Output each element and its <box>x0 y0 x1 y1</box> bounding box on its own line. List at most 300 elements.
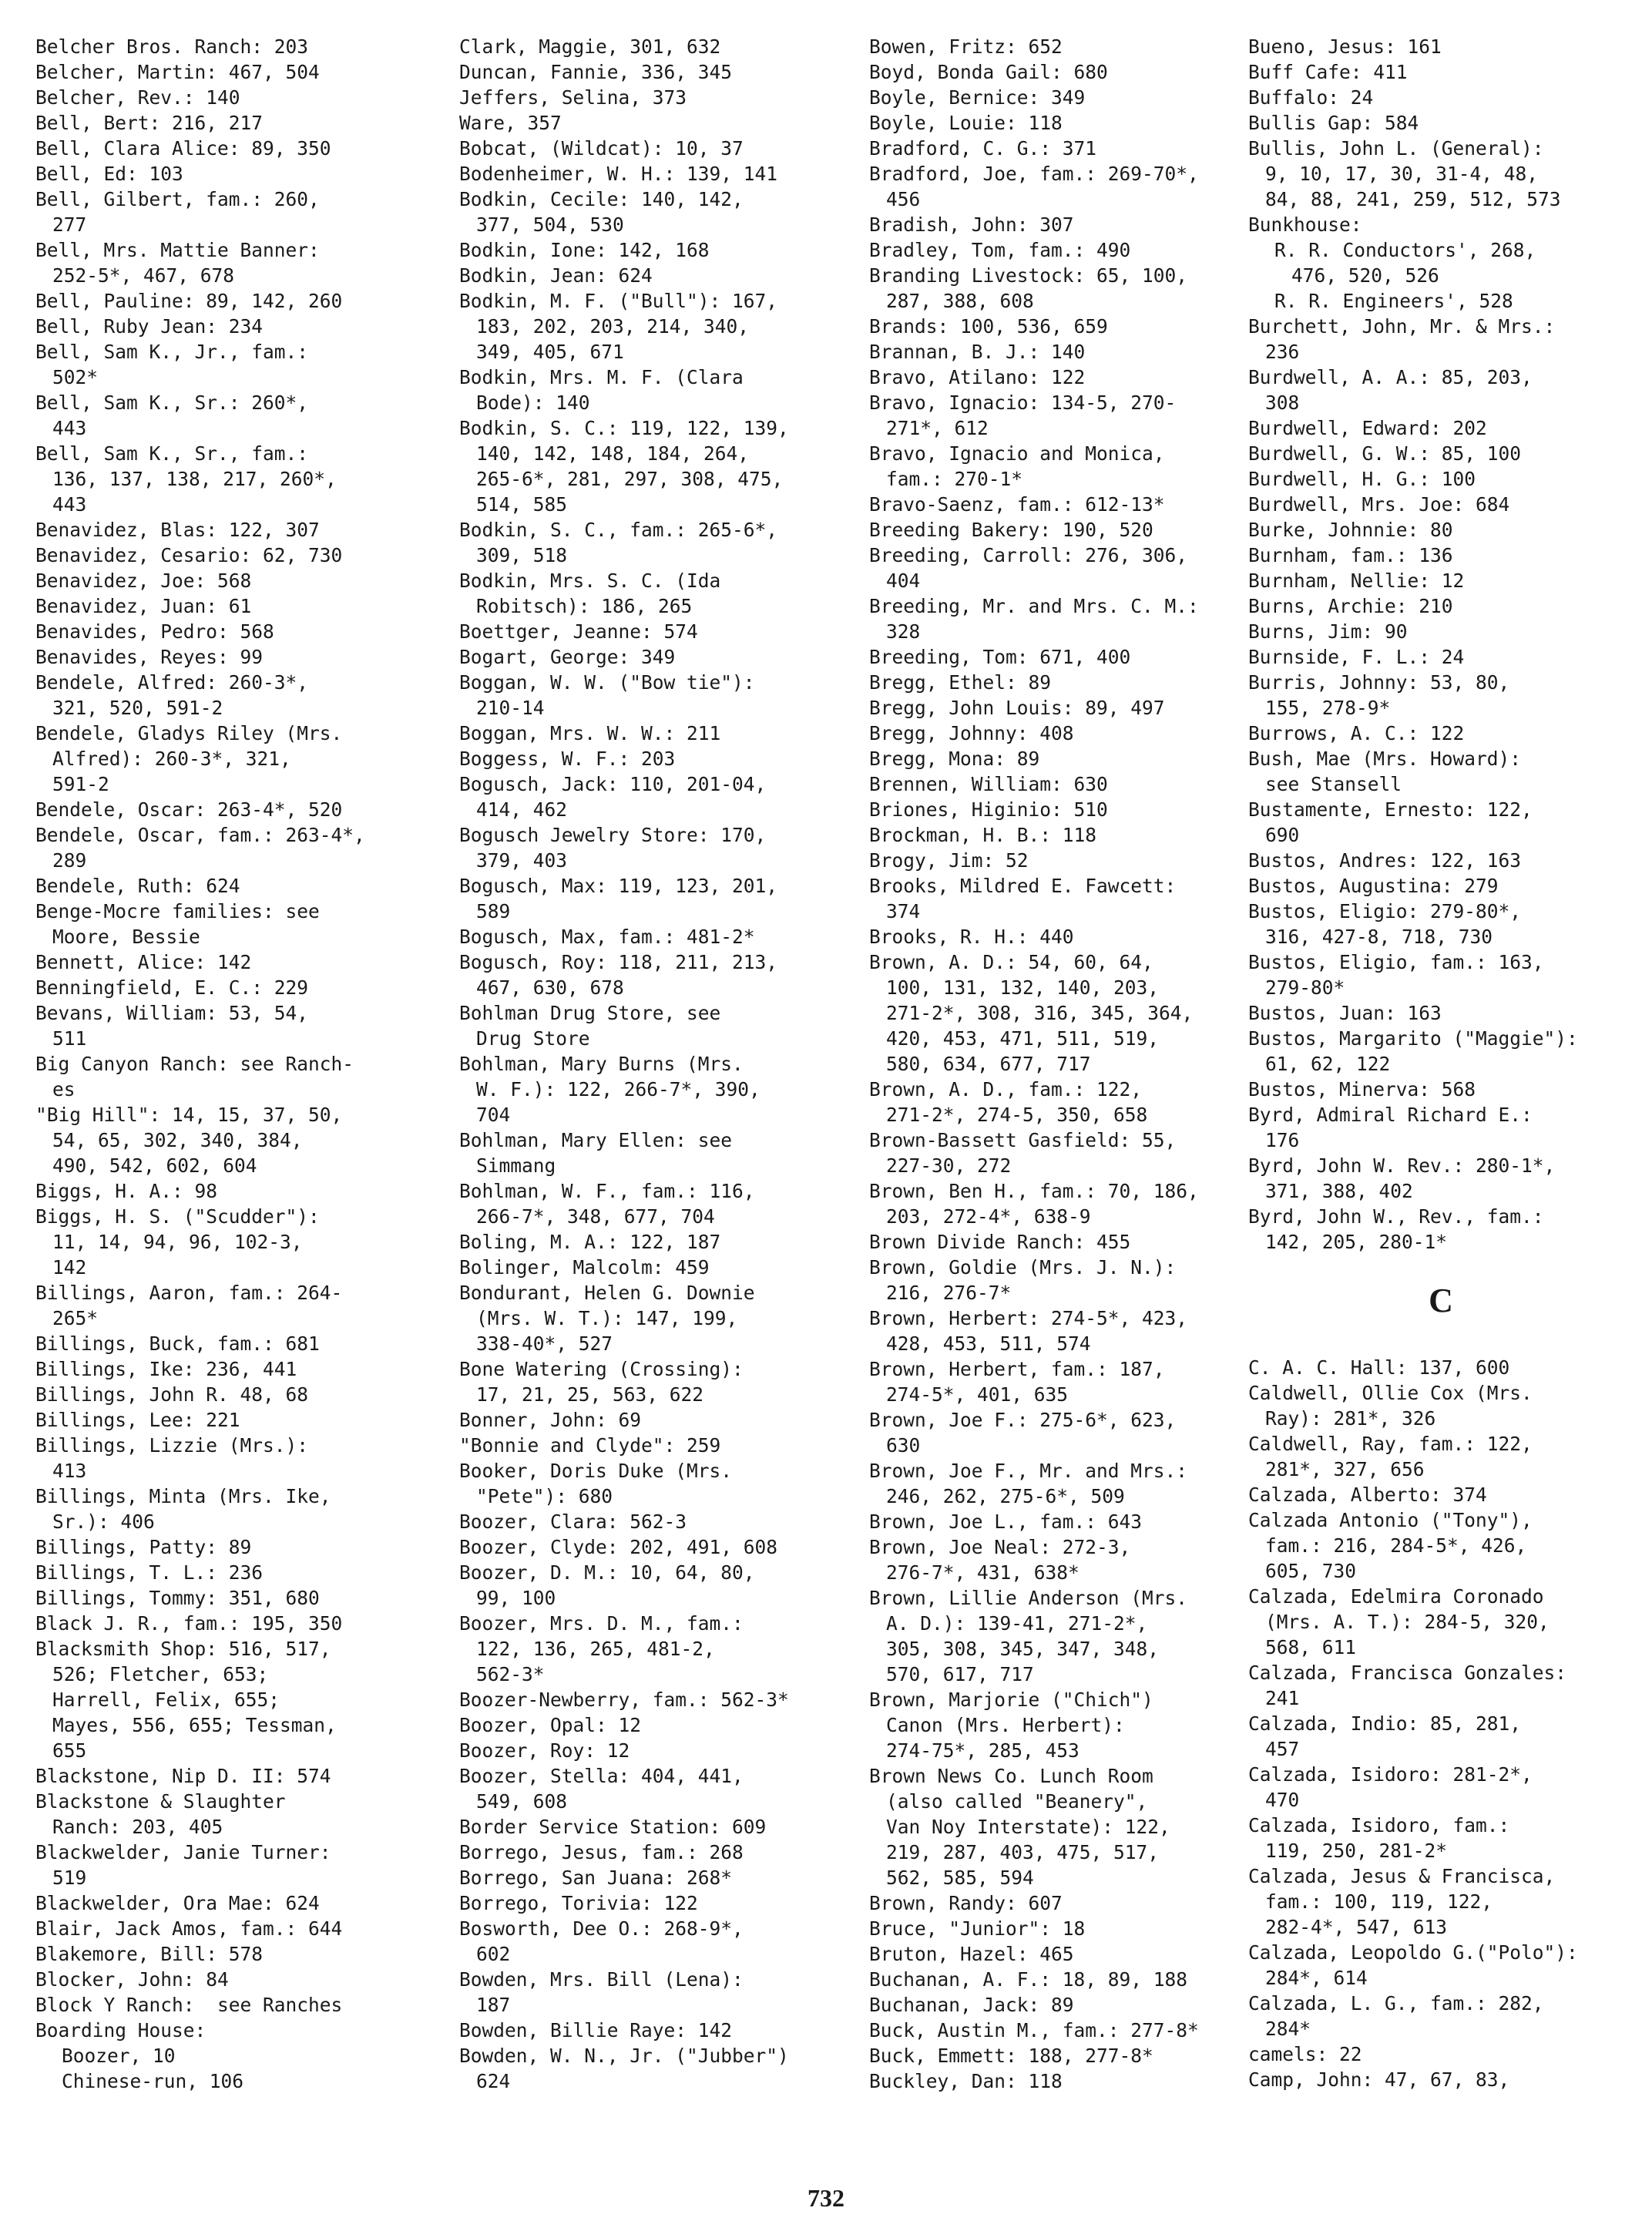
index-entry-line: Calzada, Leopoldo G.("Polo"): <box>1248 1941 1578 1964</box>
index-entry <box>1248 543 1634 568</box>
index-entry-line: Bodkin, S. C.: 119, 122, 139, <box>459 417 789 439</box>
index-entry <box>869 924 1247 949</box>
index-entry-line: Briones, Higinio: 510 <box>869 798 1108 821</box>
index-entry-continuation: Van Noy Interstate): 122, <box>886 1816 1170 1838</box>
index-entry-line: Buck, Austin M., fam.: 277-8* <box>869 2019 1199 2041</box>
index-entry-continuation: 176 <box>1265 1129 1300 1151</box>
index-entry-line: Bondurant, Helen G. Downie <box>459 1282 755 1304</box>
index-entry <box>1274 237 1634 288</box>
index-entry-line: Bell, Clara Alice: 89, 350 <box>35 137 331 160</box>
index-entry <box>869 1534 1247 1585</box>
index-entry <box>459 619 844 644</box>
index-entry <box>1248 670 1634 721</box>
index-entry-line: Bustos, Andres: 122, 163 <box>1248 849 1522 872</box>
index-entry-line: Boozer-Newberry, fam.: 562-3* <box>459 1689 789 1711</box>
index-entry <box>459 365 844 415</box>
index-entry-continuation: 562, 585, 594 <box>886 1867 1034 1889</box>
index-entry-line: Benavidez, Juan: 61 <box>35 595 252 617</box>
index-entry-line: Burnham, fam.: 136 <box>1248 544 1453 566</box>
index-entry <box>459 1178 844 1229</box>
index-entry <box>459 161 844 186</box>
index-entry-line: Borrego, Jesus, fam.: 268 <box>459 1841 744 1863</box>
index-entry-continuation: 284*, 614 <box>1265 1967 1368 1989</box>
index-entry <box>1248 873 1634 899</box>
index-entry-line: Blacksmith Shop: 516, 517, <box>35 1638 331 1660</box>
index-entry <box>1248 1431 1634 1482</box>
index-entry <box>35 517 428 543</box>
index-entry-continuation: 404 <box>886 570 921 592</box>
index-entry-continuation: 241 <box>1265 1687 1300 1709</box>
index-entry <box>1248 848 1634 873</box>
index-entry <box>869 543 1247 593</box>
index-entry <box>1248 593 1634 619</box>
index-entry <box>869 136 1247 161</box>
index-entry-continuation: 655 <box>52 1739 87 1762</box>
index-entry-line: Bell, Sam K., Sr., fam.: <box>35 442 309 465</box>
index-entry <box>459 822 844 873</box>
index-entry-continuation: 227-30, 272 <box>886 1154 1012 1177</box>
index-entry-line: Bodkin, Mrs. S. C. (Ida <box>459 570 721 592</box>
index-entry <box>1248 746 1634 797</box>
index-entry <box>459 34 844 59</box>
index-entry-continuation: 580, 634, 677, 717 <box>886 1053 1091 1075</box>
index-entry <box>35 1000 428 1051</box>
index-entry-line: Calzada, Alberto: 374 <box>1248 1484 1487 1506</box>
index-entry-continuation: 100, 131, 132, 140, 203, <box>886 976 1160 999</box>
index-entry-continuation: Sr.): 406 <box>52 1510 155 1533</box>
index-entry-line: Bustos, Margarito ("Maggie"): <box>1248 1027 1578 1050</box>
index-entry <box>1248 1077 1634 1102</box>
index-entry <box>869 1967 1247 1992</box>
index-entry-line: Bendele, Oscar, fam.: 263-4*, <box>35 824 365 846</box>
index-entry <box>869 1229 1247 1255</box>
index-entry <box>1248 1991 1634 2041</box>
index-entry <box>35 1585 428 1611</box>
index-entry <box>1248 212 1634 237</box>
index-entry-line: Boozer, D. M.: 10, 64, 80, <box>459 1561 755 1584</box>
index-entry <box>459 1890 844 1916</box>
index-entries <box>459 34 844 2094</box>
index-entry <box>459 1967 844 2018</box>
index-entry-line: Bendele, Alfred: 260-3*, <box>35 671 309 694</box>
index-entry-line: Bradford, C. G.: 371 <box>869 137 1097 160</box>
index-entry <box>1248 492 1634 517</box>
index-entry-line: Burdwell, A. A.: 85, 203, <box>1248 366 1533 388</box>
index-entry-continuation: 591-2 <box>52 773 109 795</box>
index-entry <box>459 1280 844 1356</box>
index-entry-line: Burchett, John, Mr. & Mrs.: <box>1248 315 1556 338</box>
index-entry <box>35 568 428 593</box>
index-entry-line: Brogy, Jim: 52 <box>869 849 1029 872</box>
index-entry <box>869 695 1247 721</box>
index-entry <box>35 797 428 822</box>
index-entry-line: Boozer, Opal: 12 <box>459 1714 642 1736</box>
index-entry-line: Bogusch, Max: 119, 123, 201, <box>459 875 778 897</box>
index-entry-line: Brannan, B. J.: 140 <box>869 341 1086 363</box>
index-entry-line: Brown, Joe L., fam.: 643 <box>869 1510 1143 1533</box>
index-entry <box>869 34 1247 59</box>
index-entry <box>1248 466 1634 492</box>
index-entry-continuation: "Pete"): 680 <box>476 1485 613 1507</box>
index-entry-line: Boozer, Mrs. D. M., fam.: <box>459 1612 744 1635</box>
index-entry <box>1248 899 1634 949</box>
index-entry <box>869 949 1247 1077</box>
index-entry-line: Belcher, Rev.: 140 <box>35 86 240 109</box>
index-entry-continuation: 470 <box>1265 1789 1300 1811</box>
index-entry-line: Bell, Gilbert, fam.: 260, <box>35 188 320 210</box>
index-entry <box>35 1890 428 1916</box>
index-entry-line: Byrd, John W., Rev., fam.: <box>1248 1205 1544 1228</box>
index-entry-line: Bravo-Saenz, fam.: 612-13* <box>869 493 1165 516</box>
index-entry-line: Blocker, John: 84 <box>35 1968 229 1991</box>
index-entry-line: Biggs, H. S. ("Scudder"): <box>35 1205 320 1228</box>
index-entry-line: Bogusch, Roy: 118, 211, 213, <box>459 951 778 973</box>
index-entry-continuation: 338-40*, 527 <box>476 1332 613 1355</box>
index-entry-line: R. R. Conductors', 268, <box>1274 239 1536 261</box>
index-entry-line: Bregg, Mona: 89 <box>869 748 1040 770</box>
index-entry-continuation: Simmang <box>476 1154 556 1177</box>
index-entry-line: Breeding, Carroll: 276, 306, <box>869 544 1188 566</box>
index-entry <box>35 390 428 441</box>
index-entry-continuation: 602 <box>476 1943 511 1965</box>
index-entry-continuation: Robitsch): 186, 265 <box>476 595 693 617</box>
index-entry <box>459 873 844 924</box>
index-entry <box>1248 797 1634 848</box>
index-entry-line: Burdwell, G. W.: 85, 100 <box>1248 442 1522 465</box>
index-entry-continuation: 549, 608 <box>476 1790 568 1813</box>
index-entry-line: Boggess, W. F.: 203 <box>459 748 676 770</box>
index-entry <box>869 1687 1247 1763</box>
index-entry-line: Bogusch, Max, fam.: 481-2* <box>459 926 755 948</box>
index-entry-continuation: 374 <box>886 900 921 922</box>
index-entry-continuation: 271-2*, 308, 316, 345, 364, <box>886 1002 1194 1024</box>
index-entry-line: Bustos, Minerva: 568 <box>1248 1078 1476 1101</box>
index-entry <box>35 1102 428 1178</box>
index-entry <box>1248 1584 1634 1660</box>
index-entry <box>869 314 1247 339</box>
index-entry-line: Billings, Lizzie (Mrs.): <box>35 1434 309 1457</box>
index-entry-line: Black J. R., fam.: 195, 350 <box>35 1612 343 1635</box>
index-entry-line: Brown-Bassett Gasfield: 55, <box>869 1129 1177 1151</box>
index-entry <box>869 873 1247 924</box>
index-entry-line: Bohlman, W. F., fam.: 116, <box>459 1180 755 1202</box>
index-entry <box>869 339 1247 365</box>
index-entry-line: Boettger, Jeanne: 574 <box>459 620 698 643</box>
index-column-3 <box>869 34 1247 2094</box>
index-entry-line: Bravo, Ignacio: 134-5, 270- <box>869 391 1177 414</box>
index-entry <box>62 2068 428 2094</box>
index-entry-continuation: fam.: 216, 284-5*, 426, <box>1265 1534 1527 1557</box>
index-entry-continuation: 187 <box>476 1994 511 2016</box>
index-entry-line: Brown, Ben H., fam.: 70, 186, <box>869 1180 1199 1202</box>
index-entry-line: camels: 22 <box>1248 2043 1362 2065</box>
index-entry <box>1274 288 1634 314</box>
index-entry <box>459 1814 844 1840</box>
index-entry-continuation: 321, 520, 591-2 <box>52 697 223 719</box>
index-entry <box>869 161 1247 212</box>
index-entry-continuation: Moore, Bessie <box>52 926 200 948</box>
index-entry <box>35 949 428 975</box>
index-entry <box>35 822 428 873</box>
index-entry-line: Bell, Sam K., Sr.: 260*, <box>35 391 309 414</box>
index-entry <box>459 415 844 517</box>
index-entry <box>459 1534 844 1560</box>
index-entry-line: Burdwell, Edward: 202 <box>1248 417 1487 439</box>
index-entry <box>459 59 844 85</box>
index-entry <box>1248 1380 1634 1431</box>
index-entry-continuation: 570, 617, 717 <box>886 1663 1034 1685</box>
index-entry <box>869 365 1247 390</box>
index-entry-line: Branding Livestock: 65, 100, <box>869 264 1188 287</box>
index-entry <box>459 237 844 263</box>
index-entry-line: Brown, Herbert: 274-5*, 423, <box>869 1307 1188 1329</box>
index-entry-line: Benge-Mocre families: see <box>35 900 320 922</box>
index-entry <box>459 1127 844 1178</box>
index-entry-continuation: 236 <box>1265 341 1300 363</box>
index-entry-line: Blakemore, Bill: 578 <box>35 1943 264 1965</box>
index-entry <box>1248 517 1634 543</box>
index-entry <box>459 136 844 161</box>
index-entry-continuation: 562-3* <box>476 1663 545 1685</box>
index-entry-line: Bullis, John L. (General): <box>1248 137 1544 160</box>
index-entry-continuation: 155, 278-9* <box>1265 697 1391 719</box>
index-entry <box>869 1255 1247 1306</box>
index-entry-line: R. R. Engineers', 528 <box>1274 290 1513 312</box>
index-entry-line: Bradford, Joe, fam.: 269-70*, <box>869 163 1199 185</box>
index-entry-line: Border Service Station: 609 <box>459 1816 767 1838</box>
index-entry <box>1248 2067 1634 2092</box>
index-entry-line: Bullis Gap: 584 <box>1248 112 1419 134</box>
index-entry <box>869 1763 1247 1890</box>
index-entry-continuation: Drug Store <box>476 1027 590 1050</box>
index-entries <box>1248 34 1634 237</box>
index-entry-continuation: 309, 518 <box>476 544 568 566</box>
index-entry <box>459 85 844 110</box>
index-entry-line: Boyle, Louie: 118 <box>869 112 1063 134</box>
index-entry-continuation: 119, 250, 281-2* <box>1265 1840 1448 1862</box>
index-entry-line: Buchanan, Jack: 89 <box>869 1994 1074 2016</box>
index-entry <box>35 721 428 797</box>
index-entry-line: Boyd, Bonda Gail: 680 <box>869 61 1108 83</box>
index-entry <box>869 441 1247 492</box>
index-entry-continuation: 630 <box>886 1434 921 1457</box>
index-entry-line: Brown, Joe F.: 275-6*, 623, <box>869 1409 1177 1431</box>
index-entry <box>459 1916 844 1967</box>
index-entry-line: Benavidez, Cesario: 62, 730 <box>35 544 343 566</box>
index-entry-line: Bradley, Tom, fam.: 490 <box>869 239 1131 261</box>
index-entry-line: Bustos, Eligio, fam.: 163, <box>1248 951 1544 973</box>
index-entry <box>35 1178 428 1204</box>
index-entry <box>869 59 1247 85</box>
index-entry <box>869 1306 1247 1356</box>
index-entry-line: Bell, Mrs. Mattie Banner: <box>35 239 320 261</box>
index-entry <box>459 263 844 288</box>
index-entry-line: Bustamente, Ernesto: 122, <box>1248 798 1533 821</box>
index-entry-continuation: es <box>52 1078 76 1101</box>
index-entry <box>35 644 428 670</box>
index-entry-line: Chinese-run, 106 <box>62 2070 244 2092</box>
index-entry-continuation: 17, 21, 25, 563, 622 <box>476 1383 704 1406</box>
index-column-1 <box>35 34 428 2094</box>
index-entry <box>35 1280 428 1331</box>
index-entry <box>459 1509 844 1534</box>
index-entry-continuation: Canon (Mrs. Herbert): <box>886 1714 1125 1736</box>
index-entry <box>459 1738 844 1763</box>
index-entry-line: Boozer, Stella: 404, 441, <box>459 1765 744 1787</box>
index-entry-continuation: 281*, 327, 656 <box>1265 1458 1425 1480</box>
index-entry-line: Bregg, Johnny: 408 <box>869 722 1074 744</box>
index-entry-continuation: 519 <box>52 1867 87 1889</box>
index-entry-continuation: 54, 65, 302, 340, 384, <box>52 1129 303 1151</box>
index-entry <box>1248 441 1634 466</box>
index-entry-line: Boggan, W. W. ("Bow tie"): <box>459 671 755 694</box>
index-entry <box>1248 1940 1634 1991</box>
index-entry-line: C. A. C. Hall: 137, 600 <box>1248 1356 1510 1379</box>
index-entry <box>62 2043 428 2068</box>
index-entry <box>35 1204 428 1280</box>
index-entry-line: Big Canyon Ranch: see Ranch- <box>35 1053 354 1075</box>
index-entry <box>35 1407 428 1433</box>
index-entry-line: "Bonnie and Clyde": 259 <box>459 1434 721 1457</box>
index-entry-continuation: 476, 520, 526 <box>1291 264 1439 287</box>
index-entry-line: Boozer, Clyde: 202, 491, 608 <box>459 1536 778 1558</box>
index-entry-continuation: 183, 202, 203, 214, 340, <box>476 315 750 338</box>
index-entry-line: Billings, Aaron, fam.: 264- <box>35 1282 343 1304</box>
index-entry <box>869 644 1247 670</box>
index-entry <box>35 1382 428 1407</box>
index-entry-line: Benningfield, E. C.: 229 <box>35 976 309 999</box>
index-entry-continuation: 287, 388, 608 <box>886 290 1034 312</box>
index-entry <box>1248 1355 1634 1380</box>
index-entry-line: Bendele, Ruth: 624 <box>35 875 240 897</box>
index-entry-line: Benavides, Pedro: 568 <box>35 620 274 643</box>
index-entry-line: Billings, John R. 48, 68 <box>35 1383 309 1406</box>
page-number: 732 <box>808 2184 844 2212</box>
index-entry-continuation: (Mrs. A. T.): 284-5, 320, <box>1265 1611 1550 1633</box>
index-entry <box>459 670 844 721</box>
index-entry-line: Camp, John: 47, 67, 83, <box>1248 2068 1510 2091</box>
index-entry-continuation: Ray): 281*, 326 <box>1265 1407 1436 1430</box>
index-entry-continuation: 265* <box>52 1307 99 1329</box>
index-entry-line: Bell, Bert: 216, 217 <box>35 112 264 134</box>
index-entry-continuation: 490, 542, 602, 604 <box>52 1154 257 1177</box>
index-entry-line: Bendele, Gladys Riley (Mrs. <box>35 722 343 744</box>
index-entry-line: Buchanan, A. F.: 18, 89, 188 <box>869 1968 1188 1991</box>
index-entry <box>35 873 428 899</box>
index-entry-line: Bone Watering (Crossing): <box>459 1358 744 1380</box>
index-entry-line: Bodkin, Mrs. M. F. (Clara <box>459 366 744 388</box>
index-entry <box>869 2043 1247 2068</box>
index-entry-line: Burnside, F. L.: 24 <box>1248 646 1465 668</box>
index-entry-continuation: 443 <box>52 417 87 439</box>
index-entry-line: Bodkin, Ione: 142, 168 <box>459 239 710 261</box>
index-entry <box>869 492 1247 517</box>
index-entry-line: Bell, Ed: 103 <box>35 163 183 185</box>
index-entry <box>869 1941 1247 1967</box>
index-entry <box>35 1331 428 1356</box>
index-entry <box>459 1356 844 1407</box>
index-entry <box>35 314 428 339</box>
index-entry-continuation: Bode): 140 <box>476 391 590 414</box>
index-entry-line: Bueno, Jesus: 161 <box>1248 35 1442 58</box>
index-entry-line: Caldwell, Ray, fam.: 122, <box>1248 1433 1533 1455</box>
index-entry-line: Bodkin, S. C., fam.: 265-6*, <box>459 519 778 541</box>
index-entry <box>869 1407 1247 1458</box>
index-entry-continuation: 11, 14, 94, 96, 102-3, <box>52 1231 303 1253</box>
index-entry-line: Boarding House: <box>35 2019 206 2041</box>
index-entry-line: Billings, Buck, fam.: 681 <box>35 1332 320 1355</box>
index-entry-line: Brown, A. D., fam.: 122, <box>869 1078 1143 1101</box>
index-entry-line: Caldwell, Ollie Cox (Mrs. <box>1248 1382 1533 1404</box>
index-entry-continuation: 282-4*, 547, 613 <box>1265 1916 1448 1938</box>
index-entry-line: Bowden, W. N., Jr. ("Jubber") <box>459 2045 789 2067</box>
index-entry-continuation: 428, 453, 511, 574 <box>886 1332 1091 1355</box>
index-entry <box>1248 1711 1634 1762</box>
index-entry-continuation: 265-6*, 281, 297, 308, 475, <box>476 468 784 490</box>
index-entry-line: Bell, Sam K., Jr., fam.: <box>35 341 309 363</box>
index-entry-line: Bustos, Augustina: 279 <box>1248 875 1499 897</box>
index-entry <box>869 1992 1247 2018</box>
index-entry-line: Brockman, H. B.: 118 <box>869 824 1097 846</box>
index-entry-line: Biggs, H. A.: 98 <box>35 1180 218 1202</box>
index-entry-continuation: 413 <box>52 1460 87 1482</box>
index-entry-continuation: 414, 462 <box>476 798 568 821</box>
index-entry <box>35 619 428 644</box>
index-entry <box>1248 2041 1634 2067</box>
index-entry <box>35 161 428 186</box>
index-entry-continuation: 252-5*, 467, 678 <box>52 264 235 287</box>
index-entry-continuation: 420, 453, 471, 511, 519, <box>886 1027 1160 1050</box>
index-entry-line: Brown, Randy: 607 <box>869 1892 1063 1914</box>
index-entry <box>35 288 428 314</box>
index-entry <box>35 441 428 517</box>
index-entry-continuation: 704 <box>476 1104 511 1126</box>
index-entry <box>35 1636 428 1763</box>
index-entry-line: Bodenheimer, W. H.: 139, 141 <box>459 163 778 185</box>
index-entry-line: Bregg, Ethel: 89 <box>869 671 1052 694</box>
index-entry-line: Billings, Minta (Mrs. Ike, <box>35 1485 331 1507</box>
index-entry-line: Boggan, Mrs. W. W.: 211 <box>459 722 721 744</box>
index-entry <box>1248 59 1634 85</box>
index-entry <box>1248 1153 1634 1204</box>
index-column-2 <box>459 34 844 2094</box>
index-entry <box>459 721 844 746</box>
index-entry-line: Calzada, Indio: 85, 281, <box>1248 1712 1522 1735</box>
index-entry <box>869 237 1247 263</box>
index-entry-continuation: W. F.): 122, 266-7*, 390, <box>476 1078 761 1101</box>
index-entry-line: Booker, Doris Duke (Mrs. <box>459 1460 733 1482</box>
index-entry-line: Blair, Jack Amos, fam.: 644 <box>35 1917 343 1940</box>
index-entry <box>1248 1863 1634 1940</box>
index-entry-line: Burns, Archie: 210 <box>1248 595 1453 617</box>
index-entry-continuation: 371, 388, 402 <box>1265 1180 1413 1202</box>
index-entry-line: Bustos, Eligio: 279-80*, <box>1248 900 1522 922</box>
index-entry-line: Bravo, Ignacio and Monica, <box>869 442 1165 465</box>
index-entry-line: Burris, Johnny: 53, 80, <box>1248 671 1510 694</box>
index-entry-line: Benavides, Reyes: 99 <box>35 646 264 668</box>
index-entry-line: Block Y Ranch: see Ranches <box>35 1994 343 2016</box>
index-entry-line: Borrego, Torivia: 122 <box>459 1892 698 1914</box>
index-entry-line: Burns, Jim: 90 <box>1248 620 1408 643</box>
index-entry-line: Billings, Lee: 221 <box>35 1409 240 1431</box>
index-entry-line: Bravo, Atilano: 122 <box>869 366 1086 388</box>
index-entry-continuation: 379, 403 <box>476 849 568 872</box>
index-entry-continuation: 277 <box>52 213 87 236</box>
index-entry <box>459 2043 844 2094</box>
index-entry-line: Bodkin, Jean: 624 <box>459 264 653 287</box>
index-entry-line: Buckley, Dan: 118 <box>869 2070 1063 2092</box>
index-entry-line: Burdwell, Mrs. Joe: 684 <box>1248 493 1510 516</box>
